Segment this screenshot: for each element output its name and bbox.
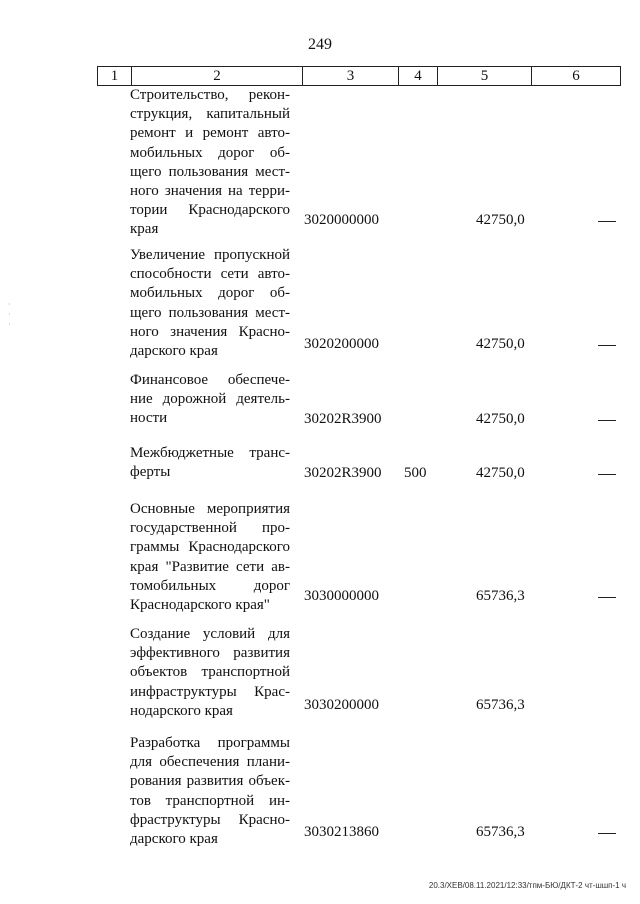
row-col6-dash: [598, 833, 616, 834]
row-sum: 65736,3: [476, 587, 525, 604]
row-sum: 42750,0: [476, 335, 525, 352]
table-row: [0, 444, 640, 483]
table-row: [0, 734, 640, 848]
row-name: Увеличение пропускной способности сети авто-мобильных дорог об-щего пользования мест-ного значения Красно-дарского края: [130, 247, 290, 360]
table-row: [0, 500, 640, 614]
margin-marks: · · ·: [8, 300, 11, 329]
row-code: 3030000000: [304, 587, 379, 604]
row-col6-dash: [598, 420, 616, 421]
table-row: [0, 86, 640, 238]
row-name: Межбюджетные транс-ферты: [130, 445, 290, 481]
row-name: Создание условий для эффективного развития объектов транспортной инфраструктуры Крас-нодарского края: [130, 626, 290, 719]
row-sum: 65736,3: [476, 696, 525, 713]
header-col-3: 3: [303, 67, 399, 85]
table-header-row: [97, 66, 621, 86]
row-sum: 65736,3: [476, 823, 525, 840]
row-name: Строительство, рекон-струкция, капитальный ремонт и ремонт авто-мобильных дорог об-щего пользования мест-ного значения на терри-тории Краснодарского края: [130, 87, 290, 238]
page-number: 249: [308, 36, 332, 53]
header-col-6: 6: [572, 68, 580, 84]
row-vr: 500: [404, 464, 427, 481]
row-sum: 42750,0: [476, 211, 525, 228]
header-col-5: 5: [438, 67, 532, 85]
row-code: 3030213860: [304, 823, 379, 840]
row-name: Финансовое обеспече-ние дорожной деятель-ности: [130, 372, 290, 427]
row-code: 30202R3900: [304, 410, 382, 427]
row-sum: 42750,0: [476, 464, 525, 481]
table-row: [0, 625, 640, 719]
table-row: [0, 246, 640, 360]
row-name: Основные мероприятия государственной про-граммы Краснодарского края "Развитие сети ав-томобильных дорог Краснодарского края": [130, 501, 290, 614]
row-col6-dash: [598, 474, 616, 475]
footer-stamp: 20.3/ХЕВ/08.11.2021/12:33/тпм-БЮ/ДКТ-2 чт-шшп-1 ч: [428, 881, 626, 890]
header-col-2: 2: [132, 67, 303, 85]
row-col6-dash: [598, 345, 616, 346]
row-name: Разработка программы для обеспечения плани-рования развития объек-тов транспортной ин-фраструктуры Красно-дарского края: [130, 735, 290, 848]
row-col6-dash: [598, 597, 616, 598]
row-code: 3030200000: [304, 696, 379, 713]
row-code: 3020200000: [304, 335, 379, 352]
row-code: 3020000000: [304, 211, 379, 228]
header-col-4: 4: [399, 67, 438, 85]
table-row: [0, 371, 640, 429]
row-col6-dash: [598, 221, 616, 222]
row-sum: 42750,0: [476, 410, 525, 427]
row-code: 30202R3900: [304, 464, 382, 481]
header-col-1: 1: [98, 67, 132, 85]
